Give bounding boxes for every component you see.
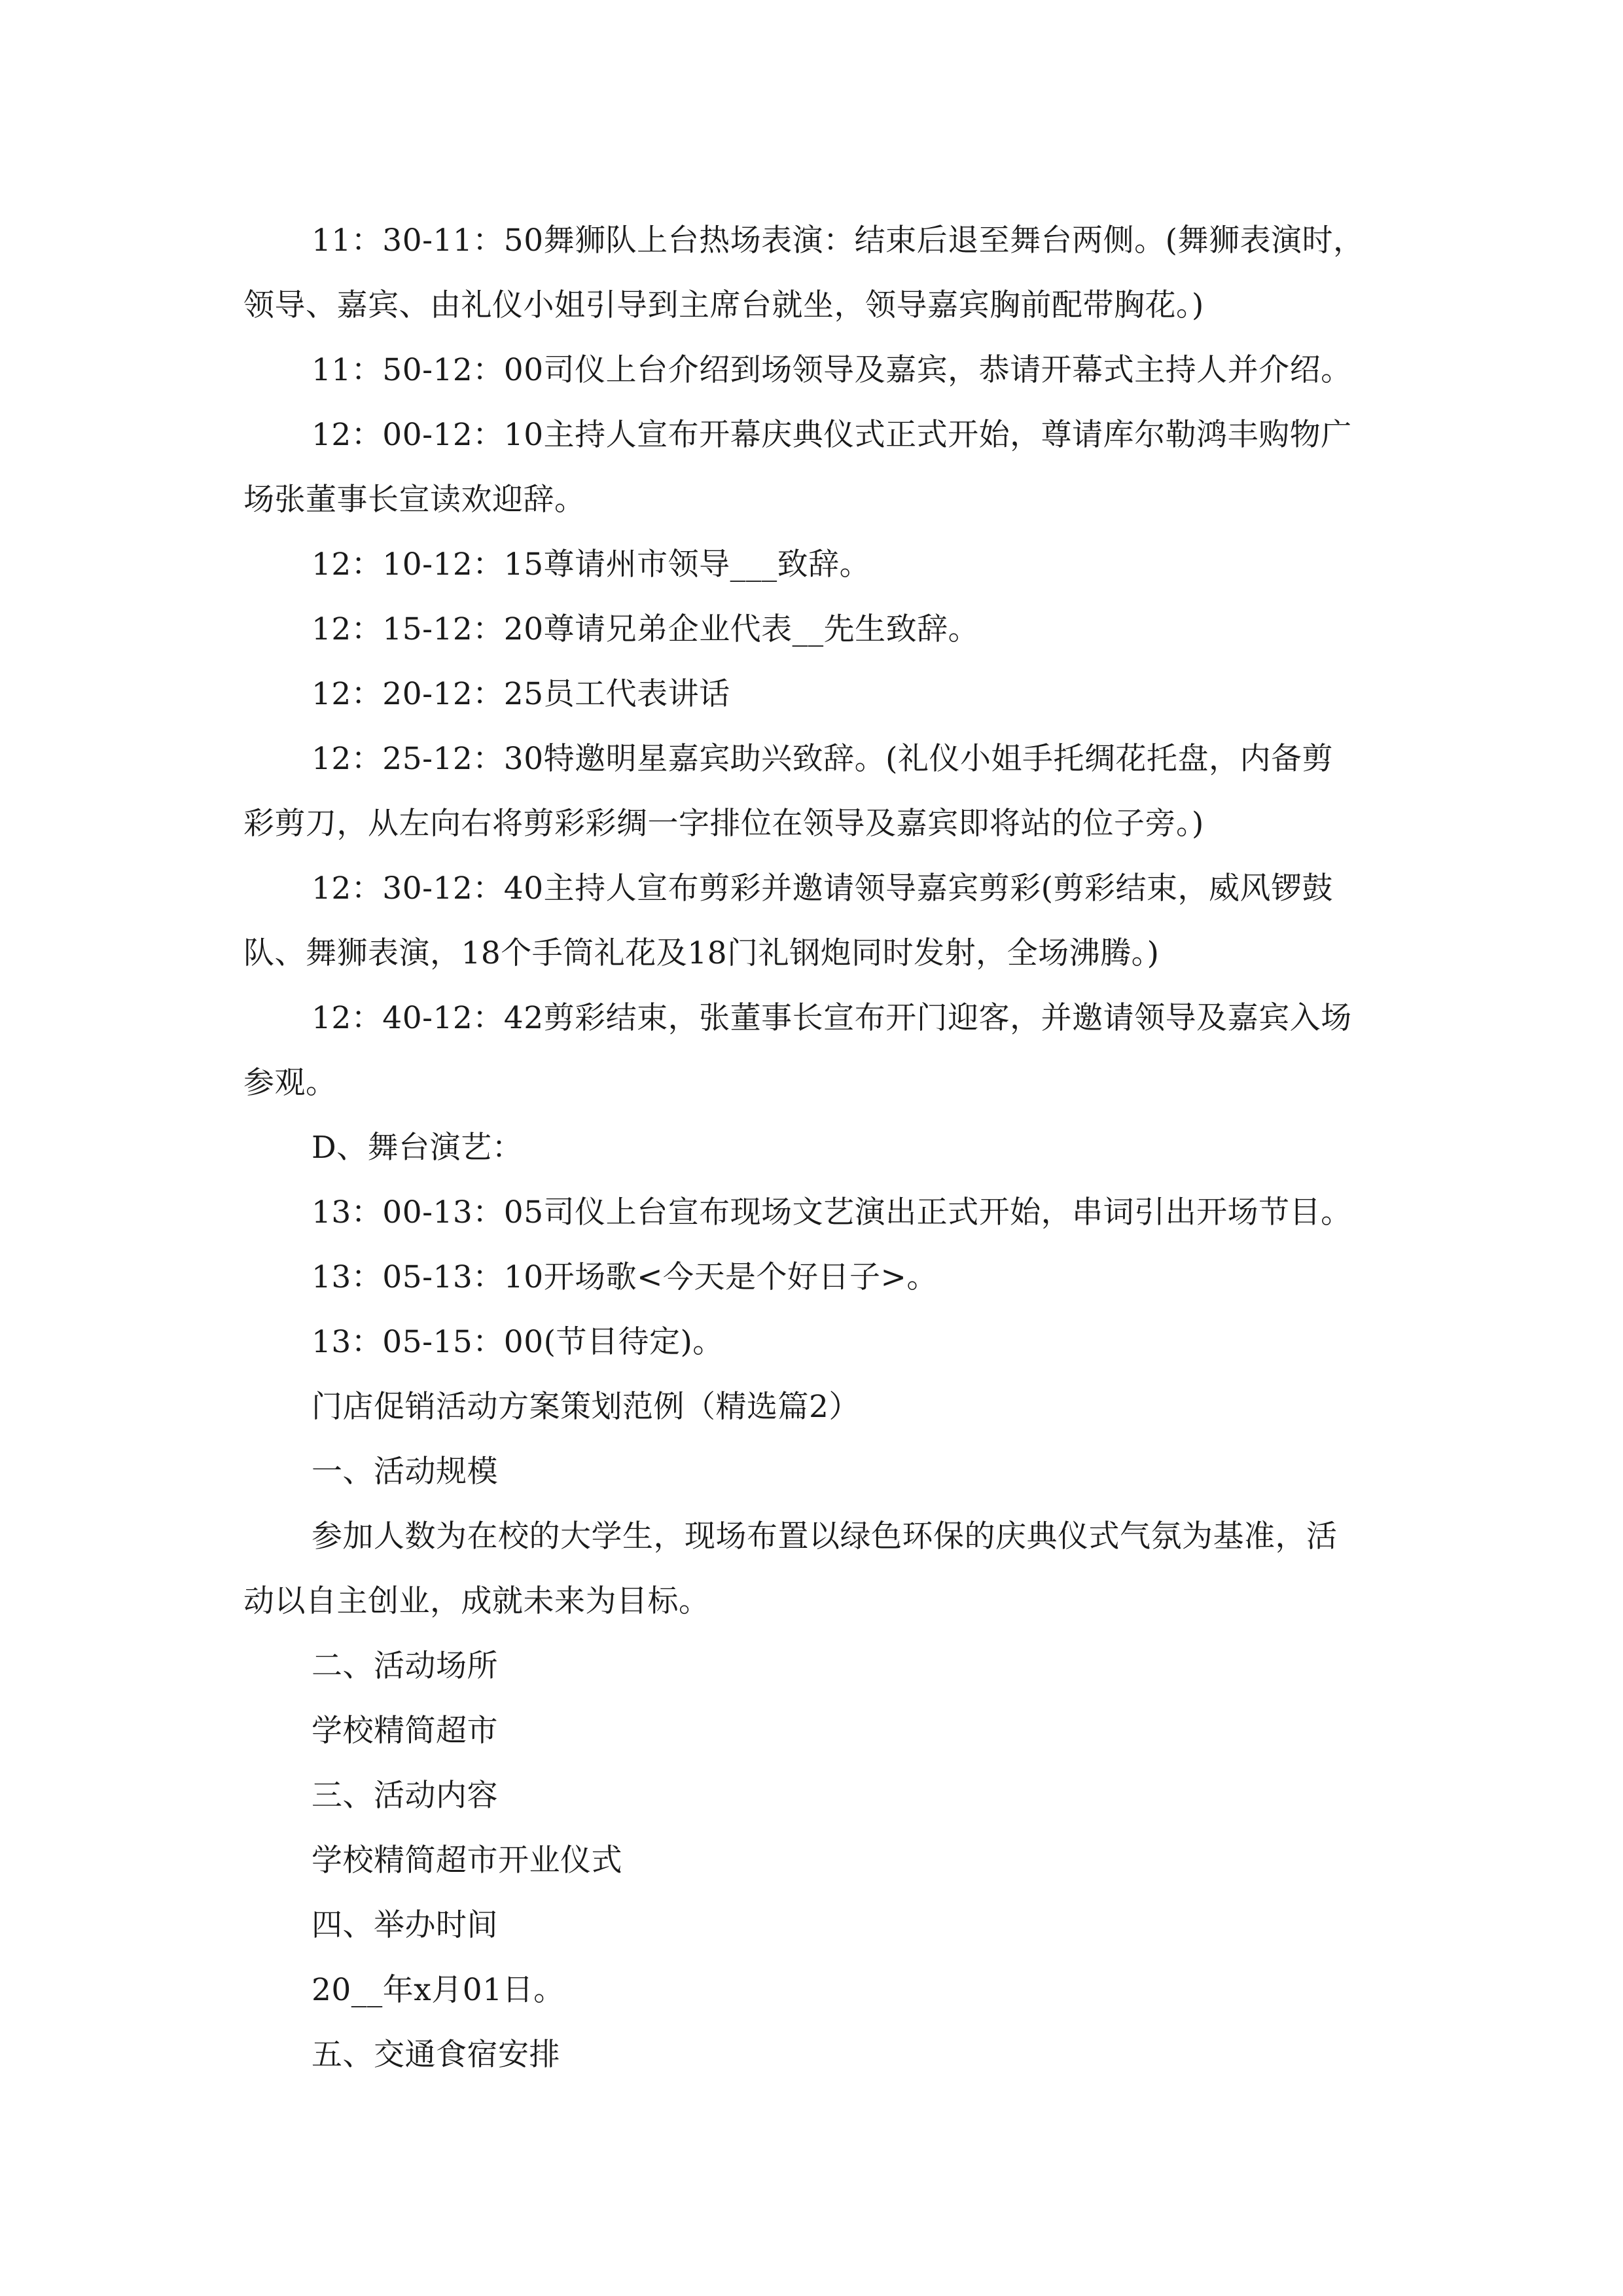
paragraph-line: 20__年x月01日。 — [312, 1972, 565, 2008]
paragraph-line: 12：30-12：40主持人宣布剪彩并邀请领导嘉宾剪彩(剪彩结束，威风锣鼓 — [312, 870, 1333, 906]
paragraph-line: 场张董事长宣读欢迎辞。 — [243, 482, 586, 518]
section-heading: 二、活动场所 — [312, 1648, 498, 1684]
paragraph-line: 13：05-13：10开场歌<今天是个好日子>。 — [312, 1259, 938, 1295]
section-heading: 五、交通食宿安排 — [312, 2037, 560, 2073]
document-body — [243, 208, 1395, 2087]
paragraph-line: 13：00-13：05司仪上台宣布现场文艺演出正式开始，串词引出开场节目。 — [312, 1194, 1352, 1230]
paragraph-line: 13：05-15：00(节目待定)。 — [312, 1324, 724, 1360]
paragraph-line: 12：40-12：42剪彩结束，张董事长宣布开门迎客，并邀请领导及嘉宾入场 — [312, 1000, 1352, 1036]
paragraph-line: 11：50-12：00司仪上台介绍到场领导及嘉宾，恭请开幕式主持人并介绍。 — [312, 352, 1352, 388]
section-heading: D、舞台演艺： — [312, 1130, 524, 1166]
section-heading: 一、活动规模 — [312, 1454, 498, 1490]
paragraph-line: 参加人数为在校的大学生，现场布置以绿色环保的庆典仪式气氛为基准，活 — [312, 1518, 1338, 1554]
paragraph-line: 12：15-12：20尊请兄弟企业代表__先生致辞。 — [312, 611, 980, 647]
paragraph-line: 参观。 — [243, 1065, 337, 1101]
paragraph-line: 12：10-12：15尊请州市领导___致辞。 — [312, 547, 871, 583]
paragraph-line: 12：00-12：10主持人宣布开幕庆典仪式正式开始，尊请库尔勒鸿丰购物广 — [312, 417, 1352, 453]
paragraph-line: 领导、嘉宾、由礼仪小姐引导到主席台就坐，领导嘉宾胸前配带胸花。) — [243, 287, 1204, 323]
paragraph-line: 12：20-12：25员工代表讲话 — [312, 676, 730, 712]
paragraph-line: 学校精简超市 — [312, 1713, 498, 1749]
paragraph-line: 学校精简超市开业仪式 — [312, 1842, 622, 1878]
paragraph-line: 12：25-12：30特邀明星嘉宾助兴致辞。(礼仪小姐手托绸花托盘，内备剪 — [312, 741, 1333, 777]
article-title: 门店促销活动方案策划范例（精选篇2） — [312, 1389, 860, 1425]
section-heading: 四、举办时间 — [312, 1907, 498, 1943]
paragraph-line: 队、舞狮表演，18个手筒礼花及18门礼钢炮同时发射，全场沸腾。) — [243, 935, 1160, 971]
paragraph-line: 动以自主创业，成就未来为目标。 — [243, 1583, 710, 1619]
paragraph-line: 彩剪刀，从左向右将剪彩彩绸一字排位在领导及嘉宾即将站的位子旁。) — [243, 806, 1204, 842]
section-heading: 三、活动内容 — [312, 1778, 498, 1814]
paragraph-line: 11：30-11：50舞狮队上台热场表演：结束后退至舞台两侧。(舞狮表演时， — [312, 223, 1364, 259]
